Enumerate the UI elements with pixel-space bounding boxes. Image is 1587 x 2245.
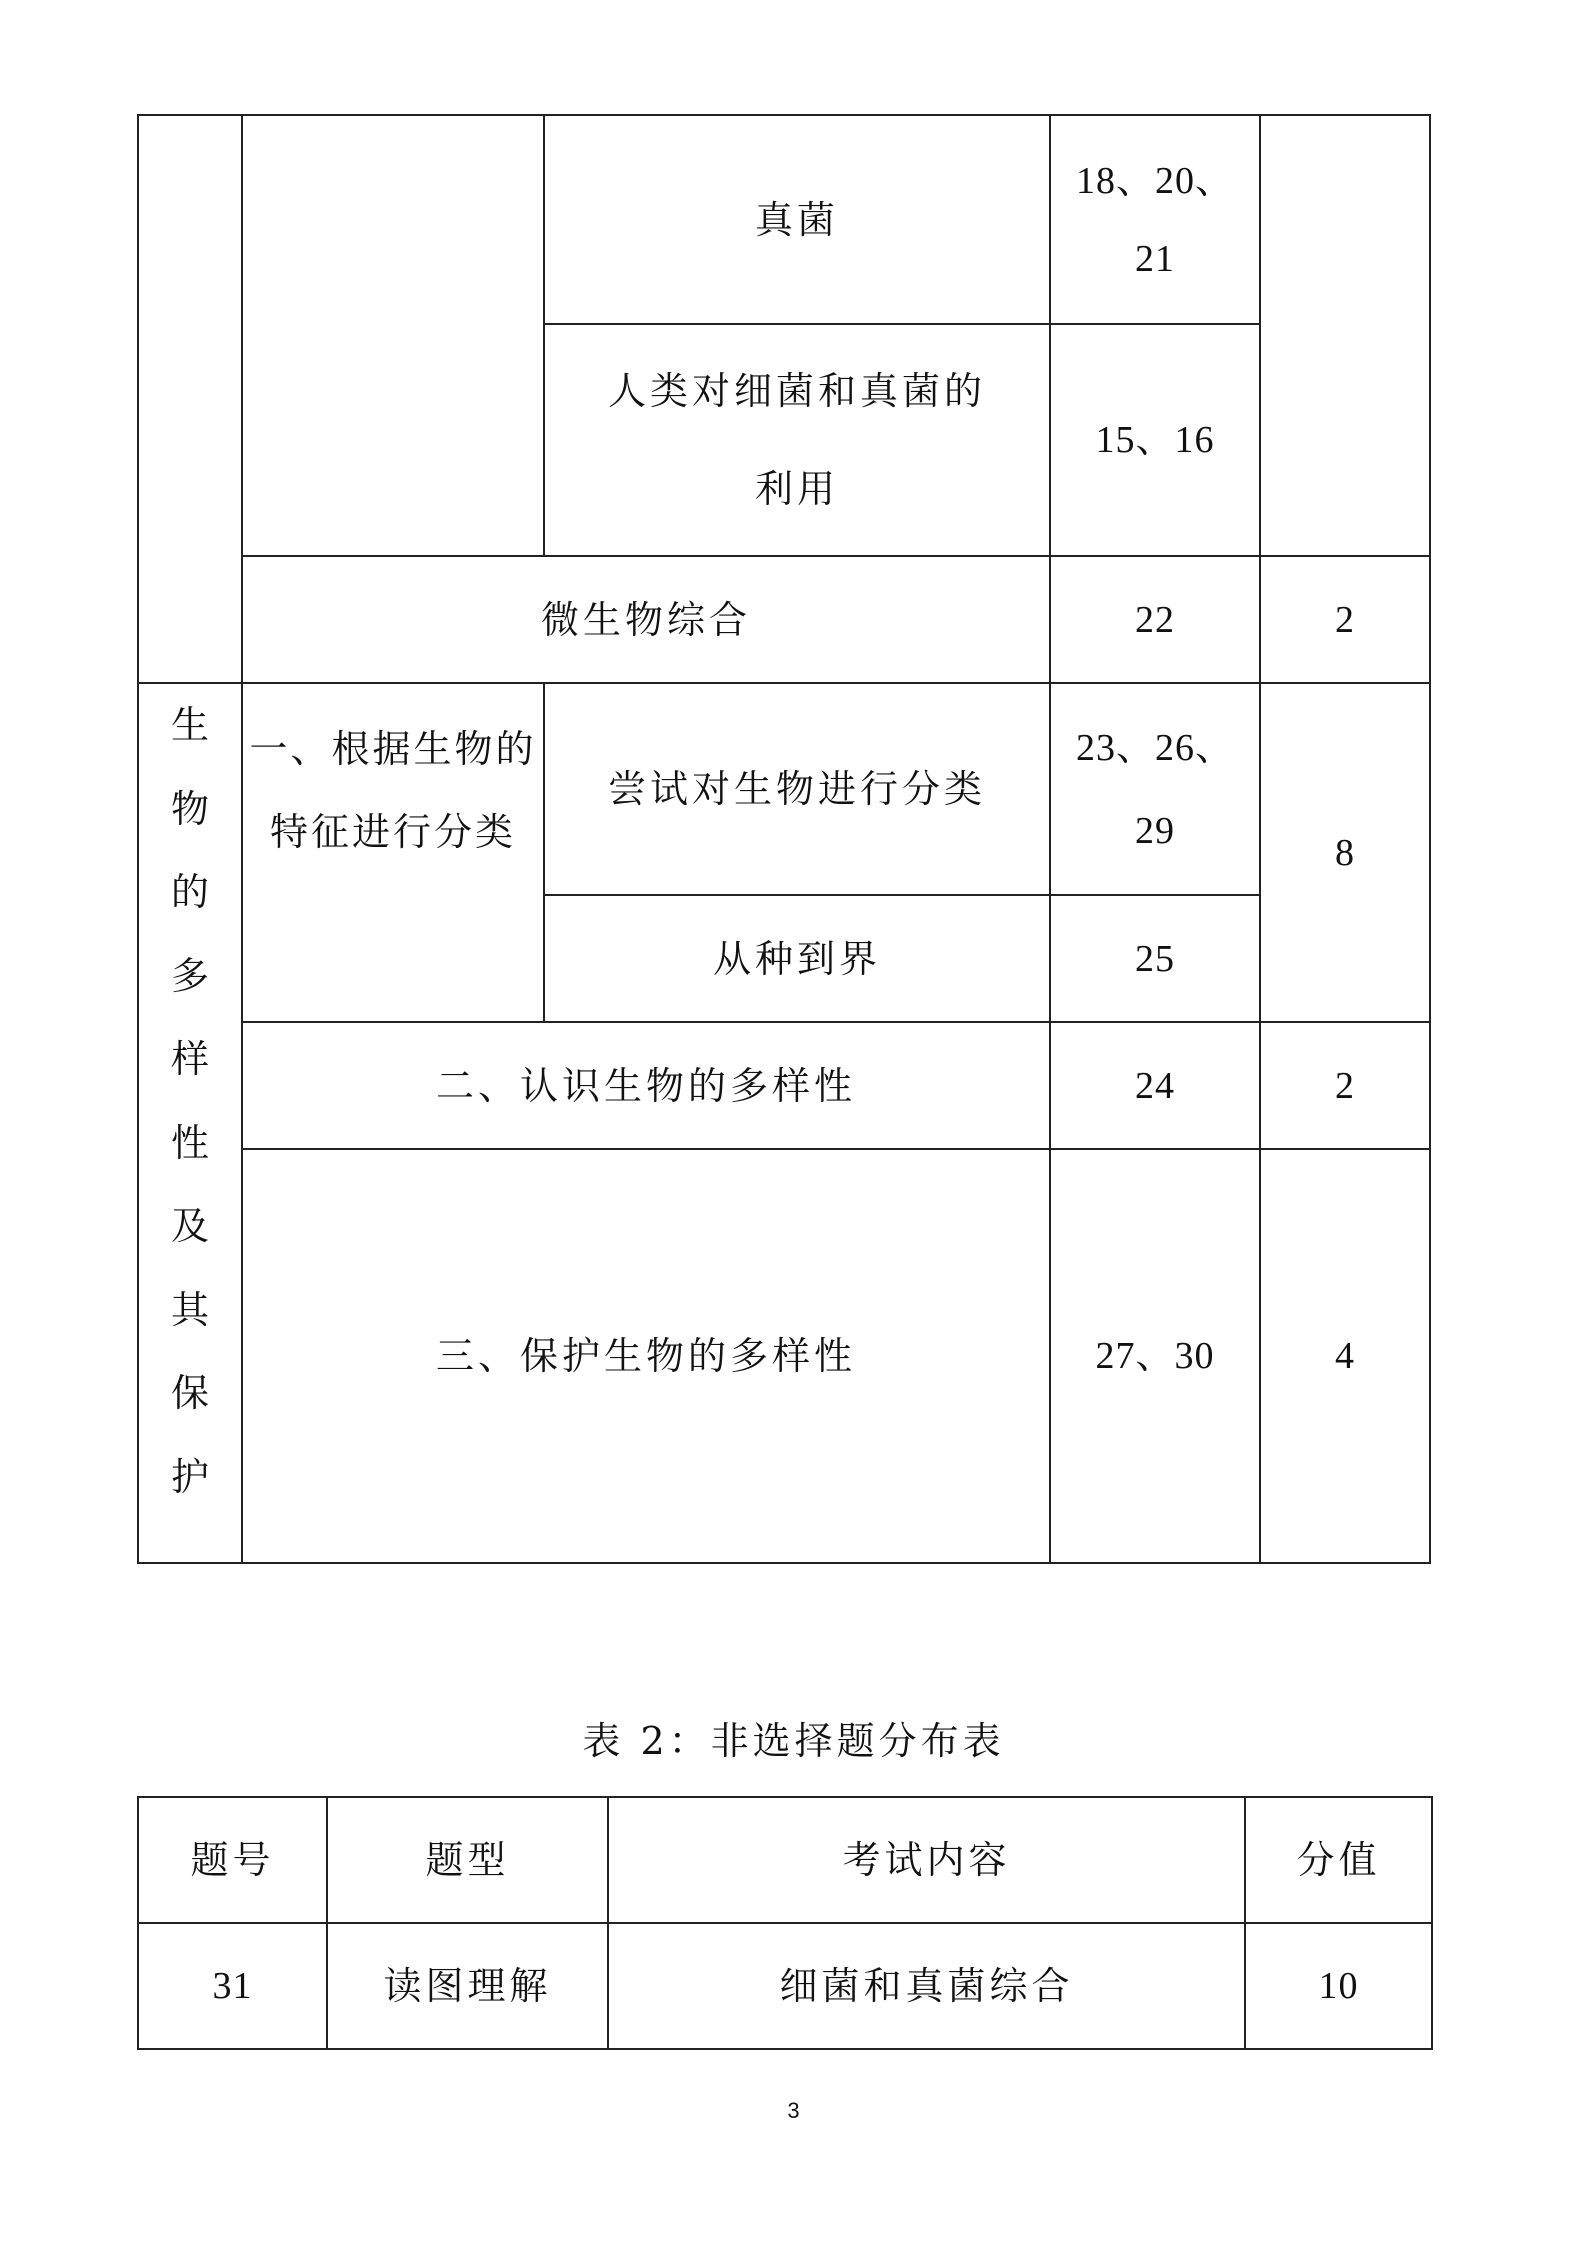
row-score (1246, 1924, 1431, 2048)
score-classify-text: 8 (1335, 831, 1355, 874)
header-question-no (139, 1798, 326, 1922)
header-question-no-text: 题号 (190, 1838, 275, 1882)
unit-char: 多 (170, 953, 209, 998)
unit-char: 保 (170, 1371, 209, 1415)
topic-human-use-line1: 人类对细菌和真菌的 (607, 369, 986, 413)
row-question-no-text: 31 (212, 1965, 253, 2007)
section-classify-line1: 一、根据生物的 (249, 727, 537, 771)
table1-border-bottom (137, 1562, 1431, 1564)
page-number: 3 (787, 2098, 800, 2123)
row-question-no (139, 1924, 326, 2048)
questions-human-use (1051, 325, 1259, 555)
section-classify (243, 684, 543, 894)
unit-char: 护 (170, 1454, 209, 1499)
unit-char: 的 (170, 870, 209, 914)
topic-recognize-diversity-text: 二、认识生物的多样性 (435, 1063, 856, 1108)
unit-char: 生 (170, 703, 209, 747)
questions-species-to-kingdom-text: 25 (1135, 937, 1175, 980)
unit-char: 其 (170, 1287, 209, 1332)
questions-classify-line2: 29 (1134, 809, 1175, 852)
unit-biodiversity-text (171, 684, 209, 1519)
score-protect-diversity (1261, 1150, 1429, 1562)
topic-species-to-kingdom (545, 896, 1049, 1021)
questions-fungi-line1: 18、20、 (1075, 159, 1234, 202)
table2-border-right (1431, 1796, 1433, 2050)
header-score-text: 分值 (1296, 1838, 1381, 1882)
unit-char: 物 (170, 786, 209, 831)
topic-protect-diversity (243, 1150, 1049, 1562)
table2-caption: 表 2：非选择题分布表 (582, 1719, 1005, 1763)
questions-protect-diversity-text: 27、30 (1095, 1335, 1215, 1377)
questions-classify (1051, 684, 1259, 894)
questions-fungi-line2: 21 (1134, 237, 1175, 280)
questions-recognize-diversity (1051, 1023, 1259, 1148)
header-score (1246, 1798, 1431, 1922)
topic-protect-diversity-text: 三、保护生物的多样性 (435, 1334, 856, 1378)
unit-char: 及 (170, 1204, 209, 1248)
questions-microbe-comprehensive-text: 22 (1135, 598, 1175, 641)
topic-human-use-line2: 利用 (754, 467, 839, 511)
score-recognize-diversity-text: 2 (1335, 1064, 1355, 1107)
score-protect-diversity-text: 4 (1335, 1335, 1355, 1377)
questions-fungi (1051, 116, 1259, 323)
header-exam-content (609, 1798, 1244, 1922)
topic-microbe-comprehensive-text: 微生物综合 (540, 597, 751, 642)
row-exam-content-text: 细菌和真菌综合 (779, 1964, 1074, 2008)
score-recognize-diversity (1261, 1023, 1429, 1148)
questions-species-to-kingdom (1051, 896, 1259, 1021)
section-classify-line2: 特征进行分类 (269, 810, 516, 854)
questions-human-use-text: 15、16 (1095, 419, 1215, 461)
unit-char: 样 (170, 1037, 209, 1081)
row-question-type (328, 1924, 607, 2048)
topic-recognize-diversity (243, 1023, 1049, 1148)
score-microbe-comprehensive (1261, 557, 1429, 682)
header-exam-content-text: 考试内容 (842, 1838, 1011, 1882)
questions-classify-line1: 23、26、 (1075, 726, 1234, 769)
header-question-type-text: 题型 (425, 1838, 510, 1882)
questions-protect-diversity (1051, 1150, 1259, 1562)
unit-char: 性 (170, 1120, 209, 1165)
topic-classify-text: 尝试对生物进行分类 (607, 767, 986, 811)
row-score-text: 10 (1318, 1965, 1359, 2007)
topic-microbe-comprehensive (243, 557, 1049, 682)
unit-biodiversity (139, 684, 241, 1562)
table1-border-right (1429, 114, 1431, 1564)
header-question-type (328, 1798, 607, 1922)
score-microbe-comprehensive-text: 2 (1335, 598, 1355, 641)
row-exam-content (609, 1924, 1244, 2048)
topic-classify (545, 684, 1049, 894)
questions-recognize-diversity-text: 24 (1135, 1064, 1175, 1107)
row-question-type-text: 读图理解 (383, 1964, 552, 2008)
topic-fungi (545, 116, 1049, 323)
questions-microbe-comprehensive (1051, 557, 1259, 682)
table2-border-bottom (137, 2048, 1433, 2050)
topic-fungi-text: 真菌 (754, 197, 839, 242)
score-classify (1261, 684, 1429, 1021)
topic-human-use (545, 325, 1049, 555)
topic-species-to-kingdom-text: 从种到界 (712, 936, 881, 981)
